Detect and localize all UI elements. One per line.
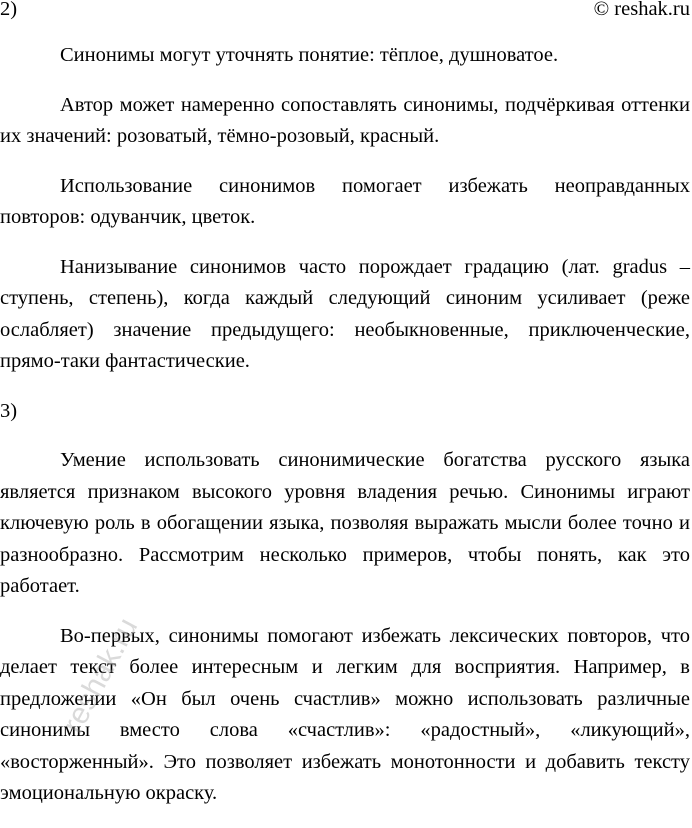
- copyright-text: © reshak.ru: [593, 0, 690, 20]
- document-body: [0, 40, 690, 828]
- paragraph: Умение использовать синонимические богатства русского языка является признаком высокого уровня владения речью. Синонимы играют ключевую роль в обогащении языка, позволяя выражать мысли более точно и разнообразно. Рассмотрим несколько примеров, чтобы понять, как это работает.: [0, 449, 690, 597]
- paragraph: Использование синонимов помогает избежать неоправданных повторов: одуванчик, цветок.: [0, 174, 690, 228]
- section-number: 2): [0, 0, 18, 20]
- paragraph: Во-первых, синонимы помогают избежать лексических повторов, что делает текст более интересным и легким для восприятия. Например, в предложении «Он был очень счастлив» можно использовать различные синонимы вместо слова «счастлив»: «радостный», «ликующий», «восторженный». Это позволяет избежать монотонности и добавить тексту эмоциональную окраску.: [0, 624, 690, 804]
- paragraph: Нанизывание синонимов часто порождает градацию (лат. gradus – ступень, степень), когда каждый следующий синоним усиливает (реже ослабляет) значение предыдущего: необыкновенные, приключенческие, прямо-таки фантастические.: [0, 255, 690, 372]
- paragraph: Синонимы могут уточнять понятие: тёплое, душноватое.: [60, 44, 559, 66]
- paragraph: Автор может намеренно сопоставлять синонимы, подчёркивая оттенки их значений: розоватый, тёмно-розовый, красный.: [0, 93, 690, 147]
- section-number: 3): [0, 399, 18, 422]
- watermark: reshak.ru: [56, 612, 145, 739]
